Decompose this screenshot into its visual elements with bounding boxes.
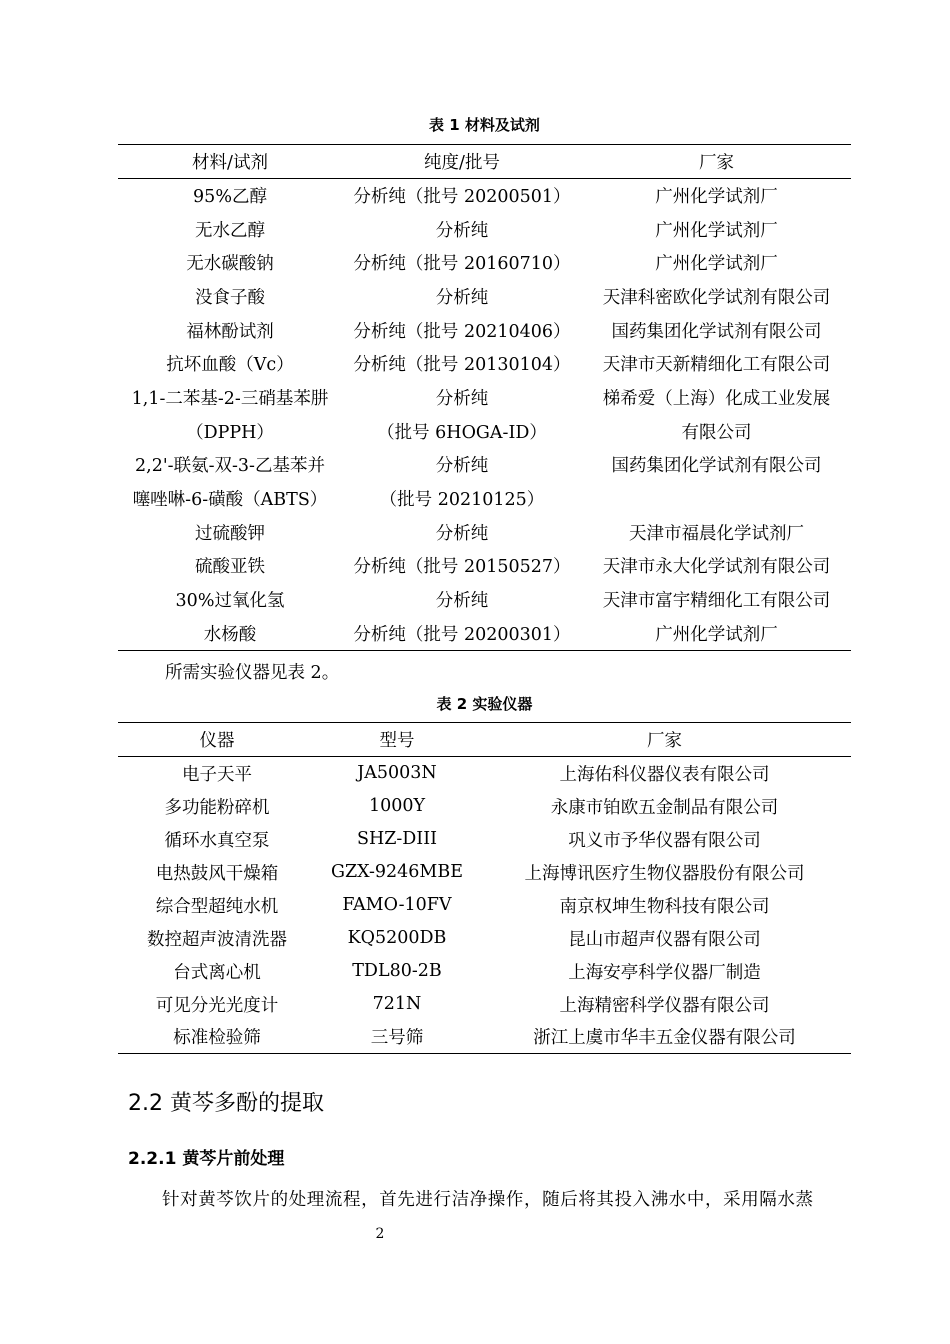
table-cell: KQ5200DB (347, 928, 447, 948)
table-cell: 分析纯 (435, 523, 489, 544)
table-cell: 1,1-二苯基-2-三硝基苯肼 (131, 388, 329, 409)
table-row (118, 583, 851, 617)
table-cell: 昆山市超声仪器有限公司 (568, 929, 761, 950)
table-cell: JA5003N (357, 763, 437, 784)
table-row (118, 515, 851, 549)
table-cell: 电热鼓风干燥箱 (155, 863, 279, 884)
header-row (118, 145, 851, 179)
table-cell: （批号 6HOGA-ID） (377, 422, 547, 443)
table-cell: 分析纯（批号 20130104） (353, 355, 571, 376)
table-cell: GZX-9246MBE (331, 862, 463, 882)
header-row (118, 723, 851, 757)
table-cell: 循环水真空泵 (164, 830, 270, 851)
table-row (118, 347, 851, 381)
table-cell: 过硫酸钾 (195, 523, 265, 544)
table-row (118, 212, 851, 246)
table-cell: 浙江上虞市华丰五金仪器有限公司 (533, 1028, 796, 1049)
table-cell: 分析纯（批号 20200301） (353, 624, 571, 645)
table-row (118, 246, 851, 280)
table-row (118, 313, 851, 347)
table-cell: （批号 20210125） (379, 490, 545, 511)
table2-body (118, 757, 851, 1054)
table-cell: 广州化学试剂厂 (655, 187, 778, 208)
table-cell: 分析纯（批号 20160710） (353, 254, 571, 275)
column-header: 厂家 (699, 153, 734, 173)
table-cell: SHZ-DIII (356, 829, 438, 849)
column-header: 厂家 (647, 731, 682, 751)
table-cell: 天津市富宇精细化工有限公司 (602, 591, 831, 612)
section-heading: 2.2 黄芩多酚的提取 (128, 1091, 324, 1116)
table-cell: 硫酸亚铁 (195, 557, 265, 578)
page-number: 2 (375, 1226, 385, 1242)
table-row (118, 549, 851, 583)
table-cell: 上海佑科仪器仪表有限公司 (559, 764, 770, 785)
table2-caption: 表 2 实验仪器 (436, 695, 533, 713)
table1-body (118, 179, 851, 651)
table-row (118, 988, 851, 1021)
table-row (118, 922, 851, 955)
table-cell: 标准检验筛 (173, 1028, 261, 1049)
table-cell: 多功能粉碎机 (164, 797, 270, 818)
table-cell: 台式离心机 (173, 962, 261, 983)
column-header: 材料/试剂 (192, 153, 268, 173)
table-row (118, 381, 851, 415)
table-cell: 广州化学试剂厂 (655, 254, 778, 275)
table1-header (118, 145, 851, 179)
table-cell: TDL80-2B (352, 961, 442, 981)
table-cell: 噻唑啉-6-磺酸（ABTS） (132, 490, 328, 511)
table-row (118, 889, 851, 922)
table-cell: 水杨酸 (203, 624, 257, 645)
table-cell: 95%乙醇 (193, 187, 267, 208)
table-cell: 天津科密欧化学试剂有限公司 (602, 287, 831, 308)
table-cell: 有限公司 (681, 422, 752, 443)
materials-table (118, 144, 851, 651)
column-header: 纯度/批号 (424, 153, 500, 173)
table-row (118, 790, 851, 823)
table-cell: 福林酚试剂 (186, 321, 274, 342)
table-row (118, 955, 851, 988)
table-cell: 国药集团化学试剂有限公司 (611, 456, 822, 477)
body-paragraph: 针对黄芩饮片的处理流程，首先进行洁净操作，随后将其投入沸水中，采用隔水蒸 (162, 1190, 814, 1210)
table-cell: 分析纯（批号 20210406） (353, 321, 571, 342)
table-cell: 南京权坤生物科技有限公司 (559, 896, 770, 917)
table-cell: 分析纯 (435, 287, 489, 308)
table-row (118, 1021, 851, 1054)
table-cell: 天津市福晨化学试剂厂 (629, 523, 804, 544)
table-cell: 上海博讯医疗生物仪器股份有限公司 (524, 863, 805, 884)
table-row (118, 757, 851, 790)
column-header: 型号 (379, 731, 415, 751)
column-header: 仪器 (199, 731, 235, 751)
table-cell: 没食子酸 (195, 287, 265, 308)
table-cell: 无水乙醇 (195, 220, 265, 241)
table-row (118, 482, 851, 516)
table-cell: 数控超声波清洗器 (147, 929, 287, 950)
table-cell: 分析纯 (435, 220, 489, 241)
table-cell: 三号筛 (370, 1028, 424, 1049)
table-cell: 天津市天新精细化工有限公司 (602, 355, 831, 376)
table-cell: 抗坏血酸（Vc） (166, 355, 294, 376)
instruments-table (118, 722, 851, 1054)
table-cell: 电子天平 (182, 764, 252, 785)
table-row (118, 280, 851, 314)
table-cell: 可见分光光度计 (155, 995, 279, 1016)
table-row (118, 414, 851, 448)
table-cell: 721N (372, 994, 422, 1014)
table-cell: 分析纯 (435, 456, 489, 477)
table-row (118, 179, 851, 213)
instrument-note: 所需实验仪器见表 2。 (165, 663, 340, 683)
table-row (118, 616, 851, 650)
table-cell: FAMO-10FV (342, 895, 452, 915)
table-cell: 上海精密科学仪器有限公司 (559, 995, 770, 1016)
table-cell: 30%过氧化氢 (175, 591, 285, 612)
table-cell: 国药集团化学试剂有限公司 (611, 321, 822, 342)
table-row (118, 823, 851, 856)
table-cell: 广州化学试剂厂 (655, 220, 778, 241)
table-cell: 分析纯 (435, 388, 489, 409)
table-row (118, 448, 851, 482)
table-cell: 巩义市予华仪器有限公司 (568, 830, 761, 851)
table-cell: 分析纯（批号 20150527） (353, 557, 571, 578)
table-cell: 2,2'-联氨-双-3-乙基苯并 (135, 456, 325, 477)
table-cell: 梯希爱（上海）化成工业发展 (602, 388, 831, 409)
table-cell: 上海安亭科学仪器厂制造 (568, 962, 761, 983)
table-row (118, 856, 851, 889)
table-cell: 分析纯 (435, 591, 489, 612)
table-cell: 广州化学试剂厂 (655, 624, 778, 645)
table-cell: 永康市铂欧五金制品有限公司 (550, 797, 779, 818)
table-cell: 天津市永大化学试剂有限公司 (602, 557, 831, 578)
table-cell: 综合型超纯水机 (155, 896, 279, 917)
table-cell: 无水碳酸钠 (186, 254, 274, 275)
table-cell: 分析纯（批号 20200501） (353, 187, 571, 208)
table-cell: （DPPH） (186, 422, 274, 443)
table2-header (118, 723, 851, 757)
table1-caption: 表 1 材料及试剂 (429, 116, 540, 134)
table-cell: 1000Y (368, 796, 426, 816)
table-cell (582, 482, 851, 516)
subsection-heading: 2.2.1 黄芩片前处理 (128, 1149, 285, 1169)
